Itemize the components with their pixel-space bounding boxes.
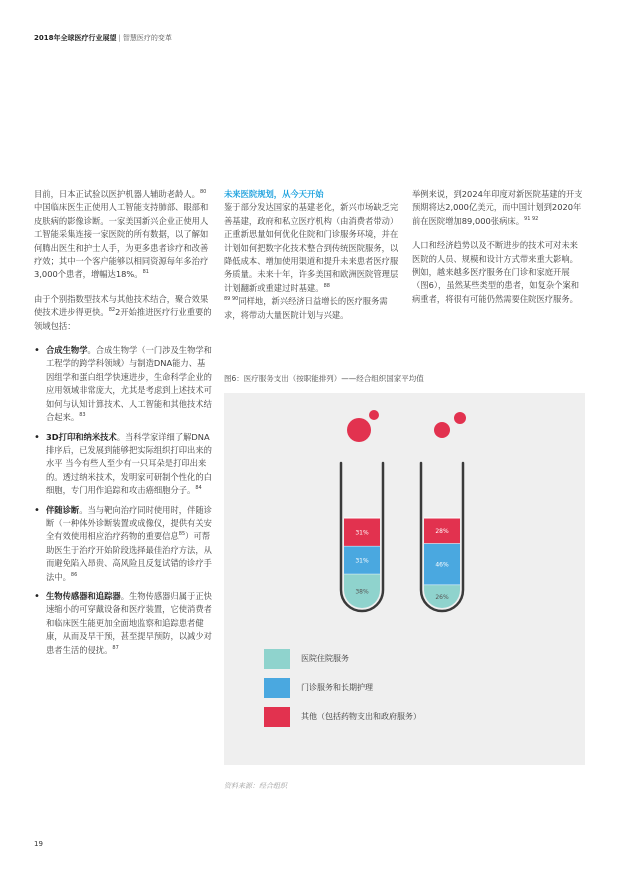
- chart-panel: [224, 393, 585, 765]
- header-separator: |: [118, 34, 121, 42]
- report-title: 2018年全球医疗行业展望: [34, 34, 117, 42]
- data-label: 46%: [435, 561, 449, 569]
- figure-caption: 图6：医疗服务支出（按职能排列）——经合组织国家平均值: [224, 374, 424, 383]
- report-subtitle: 智慧医疗的变革: [122, 34, 172, 42]
- figure-source: 资料来源：经合组织: [224, 782, 287, 790]
- legend-label: 其他（包括药物支出和政府服务）: [301, 712, 421, 721]
- legend-label: 医院住院服务: [301, 654, 349, 663]
- report-header: [34, 33, 172, 43]
- paragraph-hospital-planning: 鉴于部分发达国家的基建老化，新兴市场缺乏完善基建，政府和私立医疗机构（由消费者带动）正重新思量如何优化住院和门诊服务环境，并在计划如何把数字化技术整合到传统医院服务，以降低成本、增加使用渠道和提升未来患者医疗服务质量。未来十年，许多美国和欧洲医院管理层计划翻新或重建过时基建。$^{88}$ $^{89 90}$同样地，新兴经济日益增长的医疗服务需求，将带动大量医院计划与兴建。: [224, 202, 399, 320]
- bubble: [369, 410, 379, 420]
- technology-list: [34, 344, 212, 657]
- legend-label: 门诊服务和长期护理: [301, 683, 373, 692]
- bubble: [454, 412, 466, 424]
- paragraph-trends: 人口和经济趋势以及不断进步的技术可对未来医院的人员、规模和设计方式带来重大影响。例如，越来越多医疗服务在门诊和家庭开展（图6），虽然某些类型的患者，如复杂个案和病重者，将很有可能仍然需要住院医疗服务。: [412, 240, 580, 304]
- page-number: 19: [34, 840, 43, 848]
- list-item: • 3D打印和纳米技术。当科学家详细了解DNA 排序后，已发展到能够把实际组织打印出来的水平 当今有些人至少有一只耳朵是打印出来的。透过纳米技术，发明家可研制个性化的白细胞，专门用作追踪和攻击癌细胞分子。$^{84}$: [34, 431, 212, 498]
- section-heading: 未来医院规划，从今天开始: [224, 189, 324, 199]
- paragraph-convergence: 由于个别指数型技术与其他技术结合，聚合效果使技术进步得更快。$^{82}$2开始推进医疗行业重要的领域包括：: [34, 293, 212, 331]
- data-label: 31%: [355, 529, 369, 537]
- data-label: 28%: [435, 528, 449, 536]
- bubble: [434, 422, 450, 438]
- column-left: [34, 188, 212, 663]
- test-tube-chart: [224, 393, 585, 643]
- list-item: • 伴随诊断。当与靶向治疗同时使用时，伴随诊断（一种体外诊断装置或成像仪，提供有关安全有效使用相应治疗药物的重要信息$^{85}$）可帮助医生于治疗开始阶段选择最佳治疗方法，从而避免陷入昂贵、高风险且反复试错的诊疗手法中。$^{86}$: [34, 504, 212, 584]
- data-label: 26%: [435, 593, 449, 601]
- column-middle: [224, 188, 400, 333]
- paragraph-india-china: 举例来说，到2024年印度对新医院基建的开支预期将达2,000亿美元，而中国计划到2020年前在医院增加89,000张病床。$^{91 92}$: [412, 189, 583, 226]
- list-item: • 合成生物学。合成生物学（一门涉及生物学和工程学的跨学科领域）与制造DNA能力、基因组学和蛋白组学快速进步，生命科学企业的应用领域非常庞大，尤其是考虑到上述技术可如何与认知计算技术、人工智能和其他技术结合起来。$^{83}$: [34, 344, 212, 424]
- bubble: [347, 418, 371, 442]
- paragraph-ai: 目前，日本正试验以医护机器人辅助老龄人。$^{80}$中国临床医生正使用人工智能支持肺部、眼部和皮肤病的影像诊断。一家美国新兴企业正使用人工智能采集连接一家医院的所有数据，以了解如何腾出医生和护士人手，为更多患者诊疗和改善疗效；其中一个客户能够以相同资源每年多治疗3,000个患者，增幅达18%。$^{81}$: [34, 189, 209, 280]
- column-right: [412, 188, 584, 317]
- data-label: 38%: [355, 588, 369, 596]
- data-label: 31%: [355, 557, 369, 565]
- list-item: • 生物传感器和追踪器。生物传感器归属于正快速缩小的可穿戴设备和医疗装置，它使消费者和临床医生能更加全面地监察和追踪患者健康，从而及早干预，甚至提早预防，以减少对患者生活的侵扰。$^{87}$: [34, 590, 212, 657]
- legend-swatch: [264, 678, 290, 698]
- legend-swatch: [264, 707, 290, 727]
- legend-swatch: [264, 649, 290, 669]
